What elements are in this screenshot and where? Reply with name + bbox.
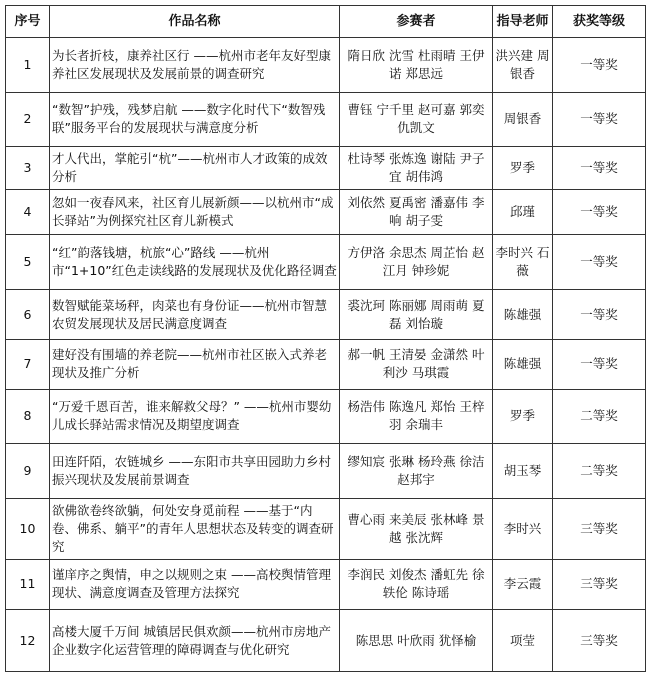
cell-participants: 郝一帆 王清晏 金潇然 叶利沙 马琪霞 [340, 340, 493, 389]
cell-advisor: 胡玉琴 [493, 444, 553, 499]
cell-index: 10 [6, 498, 50, 559]
cell-advisor: 李时兴 石薇 [493, 235, 553, 290]
cell-participants: 曹钰 宁千里 赵可嘉 郭奕 仇凯文 [340, 92, 493, 147]
cell-title: 数智赋能菜场秤，肉菜也有身份证——杭州市智慧农贸发展现状及居民满意度调查 [50, 289, 340, 339]
header-participants: 参赛者 [340, 6, 493, 38]
cell-participants: 曹心雨 来美辰 张林峰 景越 张沈辉 [340, 498, 493, 559]
cell-award: 一等奖 [553, 235, 646, 290]
cell-index: 6 [6, 289, 50, 339]
cell-award: 一等奖 [553, 190, 646, 235]
cell-participants: 刘依然 夏禹密 潘嘉伟 李响 胡子雯 [340, 190, 493, 235]
cell-award: 二等奖 [553, 389, 646, 444]
cell-index: 12 [6, 610, 50, 672]
table-row [6, 92, 646, 147]
awards-table [5, 5, 646, 672]
cell-award: 一等奖 [553, 289, 646, 339]
cell-advisor: 陈雄强 [493, 340, 553, 389]
cell-participants: 杨浩伟 陈逸凡 郑怡 王梓羽 余瑞丰 [340, 389, 493, 444]
cell-title: “万爱千恩百苦，谁来解救父母？” ——杭州市婴幼儿成长驿站需求情况及期望度调查 [50, 389, 340, 444]
header-award: 获奖等级 [553, 6, 646, 38]
cell-award: 一等奖 [553, 38, 646, 93]
cell-index: 5 [6, 235, 50, 290]
header-index: 序号 [6, 6, 50, 38]
cell-participants: 杜诗琴 张炼逸 谢陆 尹子宜 胡伟鸿 [340, 147, 493, 190]
table-row [6, 389, 646, 444]
cell-award: 三等奖 [553, 498, 646, 559]
cell-award: 三等奖 [553, 610, 646, 672]
cell-award: 一等奖 [553, 147, 646, 190]
cell-title: 高楼大厦千万间 城镇居民俱欢颜——杭州市房地产企业数字化运营管理的障碍调查与优化研究 [50, 610, 340, 672]
table-row [6, 190, 646, 235]
cell-title: 欲佛欲卷终欲躺，何处安身觅前程 ——基于“内卷、佛系、躺平”的青年人思想状态及转变的调查研究 [50, 498, 340, 559]
cell-advisor: 项莹 [493, 610, 553, 672]
cell-advisor: 李时兴 [493, 498, 553, 559]
cell-index: 1 [6, 38, 50, 93]
cell-participants: 裘沈珂 陈丽娜 周雨萌 夏磊 刘怡璇 [340, 289, 493, 339]
cell-participants: 方伊洛 余思杰 周芷怡 赵江月 钟珍妮 [340, 235, 493, 290]
cell-participants: 李润民 刘俊杰 潘虹先 徐轶伦 陈诗瑶 [340, 559, 493, 609]
table-row [6, 444, 646, 499]
cell-participants: 缪知宸 张琳 杨玲燕 徐洁 赵邦宇 [340, 444, 493, 499]
table-row [6, 610, 646, 672]
cell-title: 忽如一夜春风来，社区育儿展新颜——以杭州市“成长驿站”为例探究社区育儿新模式 [50, 190, 340, 235]
cell-index: 7 [6, 340, 50, 389]
cell-award: 二等奖 [553, 444, 646, 499]
cell-index: 2 [6, 92, 50, 147]
cell-award: 一等奖 [553, 340, 646, 389]
cell-advisor: 陈雄强 [493, 289, 553, 339]
cell-award: 三等奖 [553, 559, 646, 609]
cell-index: 11 [6, 559, 50, 609]
table-row [6, 498, 646, 559]
header-advisor: 指导老师 [493, 6, 553, 38]
cell-advisor: 邱瑾 [493, 190, 553, 235]
cell-title: 为长者折枝，康养社区行 ——杭州市老年友好型康养社区发展现状及发展前景的调查研究 [50, 38, 340, 93]
cell-index: 8 [6, 389, 50, 444]
cell-advisor: 罗季 [493, 147, 553, 190]
header-row [6, 6, 646, 38]
cell-advisor: 罗季 [493, 389, 553, 444]
cell-participants: 陈思思 叶欣雨 犹怿榆 [340, 610, 493, 672]
cell-title: “数智”护残，残梦启航 ——数字化时代下“数智残联”服务平台的发展现状与满意度分析 [50, 92, 340, 147]
table-row [6, 38, 646, 93]
cell-index: 9 [6, 444, 50, 499]
cell-title: “红”韵落钱塘，杭旅“心”路线 ——杭州市“1+10”红色走读线路的发展现状及优化路径调查 [50, 235, 340, 290]
table-row [6, 289, 646, 339]
cell-title: 谨庠序之舆情，申之以规则之束 ——高校舆情管理现状、满意度调查及管理方法探究 [50, 559, 340, 609]
cell-index: 3 [6, 147, 50, 190]
header-title: 作品名称 [50, 6, 340, 38]
cell-award: 一等奖 [553, 92, 646, 147]
table-row [6, 559, 646, 609]
cell-title: 田连阡陌，农链城乡 ——东阳市共享田园助力乡村振兴现状及发展前景调查 [50, 444, 340, 499]
cell-advisor: 李云霞 [493, 559, 553, 609]
cell-title: 建好没有围墙的养老院——杭州市社区嵌入式养老现状及推广分析 [50, 340, 340, 389]
table-row [6, 147, 646, 190]
table-row [6, 340, 646, 389]
cell-advisor: 周银香 [493, 92, 553, 147]
table-row [6, 235, 646, 290]
cell-advisor: 洪兴建 周银香 [493, 38, 553, 93]
cell-participants: 隋日欣 沈雪 杜雨晴 王伊诺 郑思远 [340, 38, 493, 93]
cell-title: 才人代出，掌舵引“杭”——杭州市人才政策的成效分析 [50, 147, 340, 190]
cell-index: 4 [6, 190, 50, 235]
